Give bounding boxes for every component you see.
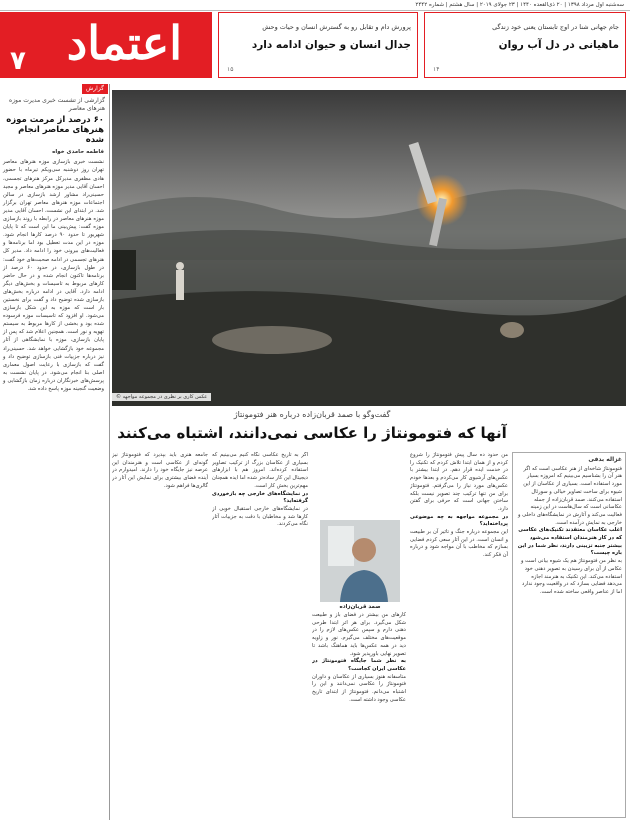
article-question: در مجموعه مواجهه به چه موضوعی پرداخته‌اید؟ bbox=[410, 513, 508, 528]
interviewee-portrait[interactable] bbox=[320, 520, 400, 602]
date-line: سه‌شنبه اول مرداد ۱۳۹۸ | ۲۰ ذی‌القعده ۱۴۴۰ | ۲۳ جولای ۲۰۱۹ | سال هشتم | شماره ۲۴۴۲ bbox=[0, 0, 630, 11]
article-column-4 bbox=[112, 452, 208, 818]
teaser-headline: جدال انسان و حیوان ادامه دارد bbox=[251, 39, 411, 51]
article-body: من حدود ده سال پیش فتومونتاژ را شروع کردم و از همان ابتدا تلاش کردم که تکنیک را در خدمت ایده قرار دهم. در ابتدا بیشتر با عکس‌های آرشیوی کار می‌کردم و بعدها خودم عکس‌های مورد نیاز را می‌گرفتم. فتومونتاژ برای من تنها ترکیب چند تصویر نیست بلکه ساختن جهانی است که حرفی برای گفتن دارد. bbox=[410, 452, 508, 512]
photomontage-image bbox=[112, 90, 626, 406]
sidebar-answer: به نظر من فتومونتاژ هم یک شیوه بیانی است و عکاس از آن برای رسیدن به تصویر ذهنی خود استفاده می‌کند. این تکنیک به هنرمند اجازه می‌دهد فضایی بسازد که در واقعیت وجود ندارد اما از عناصر واقعی ساخته شده است. bbox=[521, 558, 622, 595]
main-photomontage[interactable] bbox=[112, 90, 626, 406]
article-body: اگر به تاریخ عکاسی نگاه کنیم می‌بینیم که بسیاری از عکاسان بزرگ از ترکیب تصاویر استفاده کرده‌اند. امروز هم با ابزارهای دیجیتال این کار ساده‌تر شده اما ایده همچنان مهم‌ترین بخش کار است. bbox=[212, 452, 308, 489]
teaser-page: ۱۵ bbox=[227, 66, 234, 73]
report-headline[interactable]: ۶۰ درصد از مرمت موزه هنرهای معاصر انجام شده bbox=[6, 115, 104, 146]
teaser-box-1[interactable] bbox=[218, 12, 418, 78]
article-question: در نمایشگاه‌های خارجی چه بازخوردی گرفته‌اید؟ bbox=[212, 490, 308, 505]
report-kicker: گزارشی از تشست خبری مدیرت موزه هنرهای معاصر bbox=[9, 97, 105, 113]
sidebar-body: فتومونتاژ شاخه‌ای از هنر عکاسی است که اگر هنر آن را بشناسیم می‌بینیم که امروزه بسیار مورد استفاده است. بسیاری از عکاسان از این شیوه برای ساخت تصاویر خیالی و سورئال استفاده می‌کنند. صمد قربان‌زاده از جمله عکاسانی است که سال‌هاست در این زمینه فعالیت می‌کند و آثارش در نمایشگاه‌های داخلی و خارجی به نمایش درآمده است. bbox=[518, 465, 622, 526]
teaser-box-2[interactable] bbox=[424, 12, 626, 78]
teaser-kicker: جام جهانی شنا در اوج تابستان یعنی خود زندگی bbox=[492, 23, 619, 31]
article-question: به نظر شما جایگاه فتومونتاژ در عکاسی ایران کجاست؟ bbox=[312, 658, 406, 672]
section-tag: گزارش bbox=[82, 84, 108, 94]
article-answer: متاسفانه هنوز بسیاری از عکاسان و داوران فتومونتاژ را عکاسی نمی‌دانند و این را اشتباه می‌دانم. فتومونتاژ از ابتدای تاریخ عکاسی وجود داشته است. bbox=[312, 673, 406, 703]
masthead-logo[interactable] bbox=[0, 12, 212, 78]
interview-kicker: گفت‌وگو با صمد قربان‌زاده درباره هنر فتومونتاژ bbox=[233, 410, 391, 419]
animal-carcass bbox=[212, 326, 332, 354]
teaser-page: ۱۴ bbox=[433, 66, 440, 73]
article-column-1 bbox=[410, 452, 508, 818]
article-answer: این مجموعه درباره جنگ و تاثیر آن بر طبیعت و انسان است. در این آثار سعی کردم فضایی بسازم که مخاطب با آن مواجه شود و درباره آن فکر کند. bbox=[410, 529, 508, 559]
article-answer: در نمایشگاه‌های خارجی استقبال خوبی از کارها شد و مخاطبان با دقت به جزییات آثار نگاه می‌کردند. bbox=[212, 505, 308, 528]
sidebar-question: اغلب عکاسان معتقدند تکنیک‌های عکاسی که در کار هنرمندان استفاده می‌شود بیشتر جنبه تزیینی دارند، نظر شما در این باره چیست؟ bbox=[517, 527, 622, 557]
report-body: نشست خبری بازسازی موزه هنرهای معاصر تهران روز دوشنبه سی‌ویکم تیرماه با حضور هادی مظفری مدیرکل مرکز هنرهای تجسمی، احسان آقایی مدیر موزه هنرهای معاصر و مجید حسینی‌راد مشاور ارشد بازسازی در سالن اجتماعات موزه هنرهای معاصر تهران برگزار شد. در ابتدای این نشست، احسان آقایی مدیر موزه هنرهای معاصر در رابطه با روند بازسازی موزه گفت: پیش‌بینی ما این است که تا پایان شهریور تا حدود ۹۰ درصد کارها انجام شود. موزه در این مدت تعطیل بود اما برنامه‌ها و فعالیت‌های بیرونی خود را ادامه داد. مدیر کل هنرهای تجسمی در ادامه صحبت‌های خود گفت: در طول بازسازی، در حدود ۶۰ درصد از برنامه‌ها تاکنون انجام شده و در حال حاضر کارهای مربوط به تاسیسات و بخش‌های دیگر ادامه دارد. آقایی در ادامه درباره بخش‌های بازسازی شده توضیح داد و گفت برای نخستین بار است که موزه به این شکل بازسازی می‌شود. او افزود که تاسیسات موزه فرسوده شده بود و بخشی از کارها مربوط به سیستم تهویه و نور است. همچنین اعلام شد که پس از پایان بازسازی، موزه با نمایشگاهی از آثار مجموعه خود بازگشایی خواهد شد. حسینی‌راد نیز درباره جزییات فنی بازسازی توضیح داد و گفت که بازسازی با رعایت اصول معماری اصلی بنا انجام می‌شود. در پایان نشست به پرسش‌های خبرنگاران درباره زمان بازگشایی و وضعیت گنجینه موزه پاسخ داده شد. bbox=[3, 159, 104, 392]
article-column-3 bbox=[212, 452, 308, 818]
photo-caption: عکس کاری بر نظری در مجموعه مواجهه © bbox=[112, 393, 211, 401]
article-body: کارهای من بیشتر در فضای باز و طبیعت شکل می‌گیرد. برای هر اثر ابتدا طرحی ذهنی دارم و سپس عکس‌های لازم را در موقعیت‌های مختلف می‌گیرم. نور و زاویه دید در همه عکس‌ها باید هماهنگ باشد تا تصویر نهایی باورپذیر شود. bbox=[312, 612, 406, 657]
teaser-headline: ماهیانی در دل آب روان bbox=[498, 39, 619, 51]
portrait-image bbox=[320, 520, 400, 602]
left-report-column bbox=[0, 84, 108, 820]
sidebar-author: غزاله بدفی bbox=[588, 456, 622, 463]
main-headline[interactable]: آنها که فتومونتاژ را عکاسی نمی‌دانند، اشتباه می‌کنند bbox=[117, 424, 507, 442]
article-column-2 bbox=[312, 452, 406, 818]
logo-wordmark: اعتماد bbox=[66, 16, 182, 70]
report-byline: فاطمه حامدی خواه bbox=[52, 149, 104, 156]
column-divider bbox=[109, 84, 110, 820]
teaser-kicker: پرورش دام و تقابل رو به گسترش انسان و حیات وحش bbox=[262, 23, 411, 31]
page-number: ۷ bbox=[10, 46, 26, 76]
intro-sidebar bbox=[512, 452, 626, 818]
portrait-caption: صمد قربان‌زاده bbox=[339, 604, 381, 610]
article-body: جامعه هنری باید بپذیرد که فتومونتاژ نیز گونه‌ای از عکاسی است و هنرمندان این عرصه نیز جایگاه خود را دارند. امیدوارم در آینده فضای بیشتری برای نمایش این آثار در گالری‌ها فراهم شود. bbox=[112, 452, 208, 489]
